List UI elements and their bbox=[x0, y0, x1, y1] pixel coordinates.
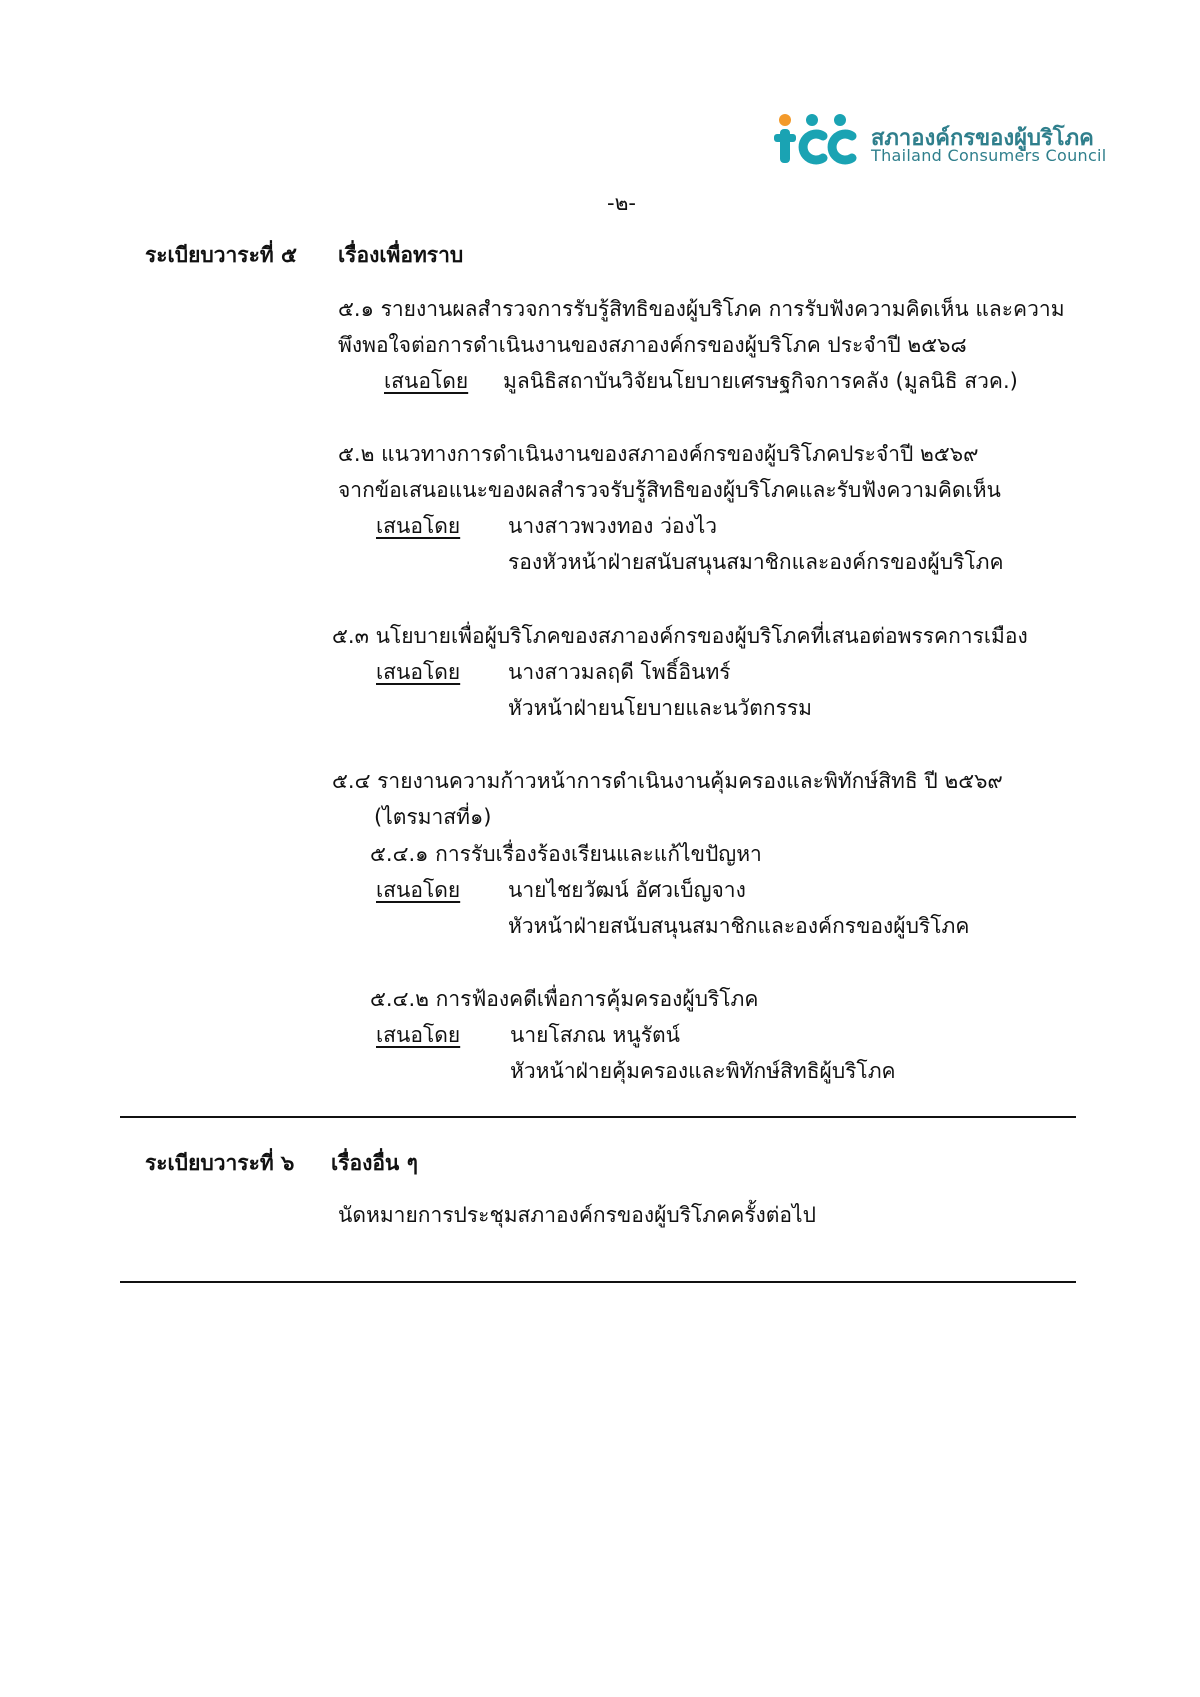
item-5-4-2-title: ๕.๔.๒ การฟ้องคดีเพื่อการคุ้มครองผู้บริโภค bbox=[370, 987, 759, 1011]
item-5-3-presenter-label: เสนอโดย bbox=[376, 660, 461, 684]
agenda-5-label: ระเบียบวาระที่ ๕ bbox=[145, 243, 297, 267]
item-5-1-line2: พึงพอใจต่อการดำเนินงานของสภาองค์กรของผู้บริโภค ประจำปี ๒๕๖๘ bbox=[338, 333, 967, 357]
item-5-2-presenter-label: เสนอโดย bbox=[376, 514, 461, 538]
item-5-3-line1: ๕.๓ นโยบายเพื่อผู้บริโภคของสภาองค์กรของผู้บริโภคที่เสนอต่อพรรคการเมือง bbox=[332, 624, 1028, 648]
item-5-4-1-presenter: นายไชยวัฒน์ อัศวเบ็ญจาง bbox=[508, 878, 746, 902]
tcc-logo bbox=[774, 108, 1107, 172]
item-5-4-1-position: หัวหน้าฝ่ายสนับสนุนสมาชิกและองค์กรของผู้บริโภค bbox=[508, 914, 970, 938]
item-5-2-presenter: นางสาวพวงทอง ว่องไว bbox=[508, 514, 718, 538]
section-divider-bottom bbox=[120, 1281, 1076, 1283]
item-5-1-presenter-label: เสนอโดย bbox=[384, 369, 469, 393]
item-5-3-position: หัวหน้าฝ่ายนโยบายและนวัตกรรม bbox=[508, 696, 812, 720]
item-5-4-1-presenter-label: เสนอโดย bbox=[376, 878, 461, 902]
item-5-4-2-presenter: นายโสภณ หนูรัตน์ bbox=[510, 1023, 681, 1047]
section-divider-top bbox=[120, 1116, 1076, 1118]
item-5-1-line1: ๕.๑ รายงานผลสำรวจการรับรู้สิทธิของผู้บริโภค การรับฟังความคิดเห็น และความ bbox=[338, 297, 1065, 321]
agenda-6-label: ระเบียบวาระที่ ๖ bbox=[145, 1151, 295, 1175]
agenda-5-title: เรื่องเพื่อทราบ bbox=[338, 243, 464, 267]
item-5-4-line1: ๕.๔ รายงานความก้าวหน้าการดำเนินงานคุ้มครองและพิทักษ์สิทธิ ปี ๒๕๖๙ bbox=[332, 769, 1003, 793]
item-5-2-line2: จากข้อเสนอแนะของผลสำรวจรับรู้สิทธิของผู้บริโภคและรับฟังความคิดเห็น bbox=[338, 478, 1001, 502]
logo-name-en: Thailand Consumers Council bbox=[871, 146, 1107, 165]
item-5-4-2-presenter-label: เสนอโดย bbox=[376, 1023, 461, 1047]
item-5-3-presenter: นางสาวมลฤดี โพธิ์อินทร์ bbox=[508, 660, 731, 684]
page-number: -๒- bbox=[607, 191, 636, 215]
agenda-6-title: เรื่องอื่น ๆ bbox=[331, 1151, 418, 1175]
item-5-4-2-position: หัวหน้าฝ่ายคุ้มครองและพิทักษ์สิทธิผู้บริโภค bbox=[510, 1059, 896, 1083]
agenda-6-body: นัดหมายการประชุมสภาองค์กรของผู้บริโภคครั้งต่อไป bbox=[338, 1203, 816, 1227]
item-5-4-line2: (ไตรมาสที่๑) bbox=[374, 805, 492, 829]
logo-name-th: สภาองค์กรของผู้บริโภค bbox=[871, 126, 1094, 151]
item-5-2-position: รองหัวหน้าฝ่ายสนับสนุนสมาชิกและองค์กรของผู้บริโภค bbox=[508, 550, 1004, 574]
item-5-4-1-title: ๕.๔.๑ การรับเรื่องร้องเรียนและแก้ไขปัญหา bbox=[370, 842, 762, 866]
item-5-1-presenter: มูลนิธิสถาบันวิจัยนโยบายเศรษฐกิจการคลัง (มูลนิธิ สวค.) bbox=[503, 369, 1018, 393]
tcc-logo-mark-icon bbox=[774, 112, 866, 172]
item-5-2-line1: ๕.๒ แนวทางการดำเนินงานของสภาองค์กรของผู้บริโภคประจำปี ๒๕๖๙ bbox=[338, 442, 979, 466]
